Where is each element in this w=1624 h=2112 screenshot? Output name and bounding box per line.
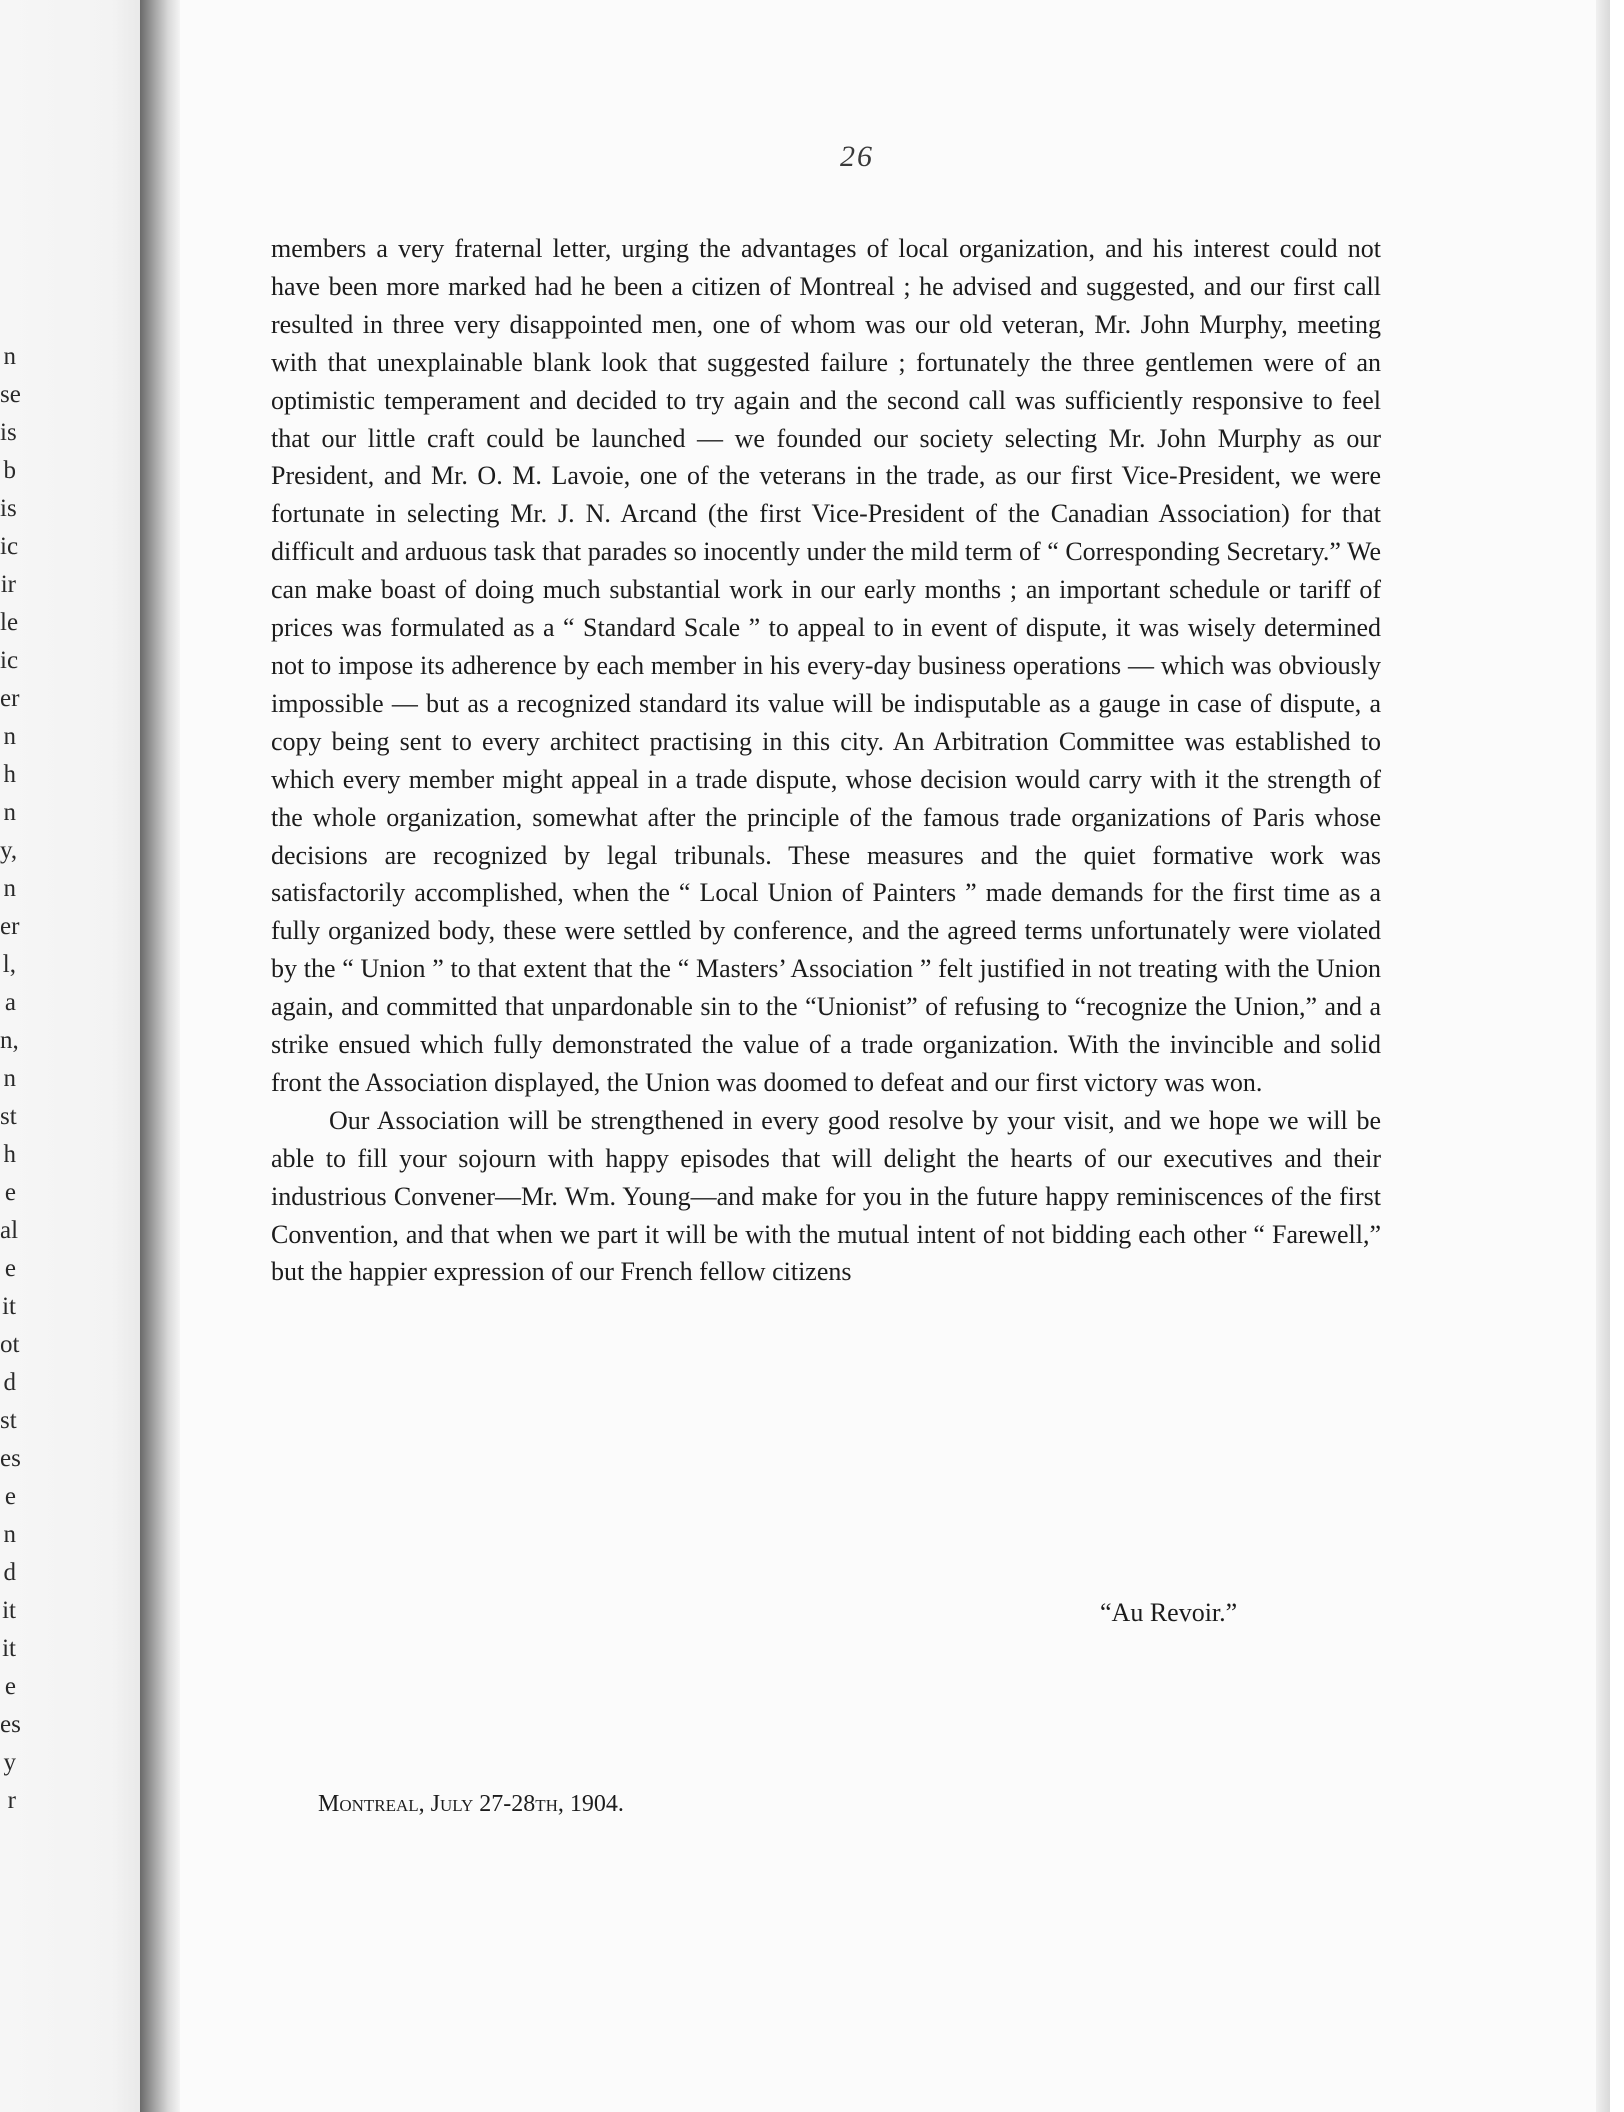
left-page-fragment: n (3, 799, 16, 826)
left-page-fragment: b (3, 457, 16, 484)
left-page-fragment: es (0, 1711, 21, 1738)
left-page-fragment: d (3, 1559, 16, 1586)
left-page-fragment: h (3, 1141, 16, 1168)
closing-line: “Au Revoir.” (1100, 1598, 1238, 1627)
left-page-fragment: a (4, 989, 16, 1016)
left-page-fragment: n, (0, 1027, 19, 1054)
document-page (180, 0, 1610, 2112)
left-page-fragment: n (3, 343, 16, 370)
left-page-fragment: er (0, 685, 20, 712)
paragraph-2: Our Association will be strengthened in every good resolve by your visit, and we hope we will be able to fill your sojourn with happy episodes that will delight the hearts of our executives and their industrious Convener—Mr. Wm. Young—and make for you in the future happy reminiscences of the first Convention, and that when we part it will be with the mutual intent of not bidding each other “ Farewell,” but the happier expression of our French fellow citizens (271, 1105, 1381, 1287)
left-page-fragment: n (3, 1065, 16, 1092)
left-page-fragment: ir (0, 571, 16, 598)
left-page-fragment: e (4, 1673, 16, 1700)
left-facing-page (0, 0, 140, 2112)
left-page-fragment: e (4, 1179, 16, 1206)
left-page-fragment: d (3, 1369, 16, 1396)
body-text (271, 230, 1381, 1291)
left-page-fragment: r (7, 1787, 16, 1814)
left-page-fragment: is (0, 495, 17, 522)
left-page-fragment: ic (0, 647, 19, 674)
left-page-fragment: er (0, 913, 20, 940)
left-page-fragment: st (0, 1103, 17, 1130)
left-page-fragment: it (2, 1293, 16, 1320)
left-page-text-fragments (0, 338, 20, 1820)
left-page-fragment: it (2, 1635, 16, 1662)
left-page-fragment: it (2, 1597, 16, 1624)
left-page-fragment: y, (0, 837, 18, 864)
left-page-fragment: es (0, 1445, 21, 1472)
paragraph-1: members a very fraternal letter, urging the advantages of local organization, and his interest could not have been more marked had he been a citizen of Montreal ; he advised and suggested, and our first call resulted in three very disappointed men, one of whom was our old veteran, Mr. John Murphy, meeting with that unexplainable blank look that suggested failure ; fortunately the three gentlemen were of an optimistic temperament and decided to try again and the second call was sufficiently responsive to feel that our little craft could be launched — we founded our society selecting Mr. John Murphy as our President, and Mr. O. M. Lavoie, one of the veterans in the trade, as our first Vice-President, we were fortunate in selecting Mr. J. N. Arcand (the first Vice-President of the Canadian Association) for that difficult and arduous task that parades so inocently under the mild term of “ Corresponding Secretary.” We can make boast of doing much substantial work in our early months ; an important schedule or tariff of prices was formulated as a “ Standard Scale ” to appeal to in event of dispute, it was wisely determined not to impose its adherence by each member in his every-day business operations — which was obviously impossible — but as a recognized standard its value will be indisputable as a gauge in case of dispute, a copy being sent to every architect practising in this city. An Arbitration Committee was established to which every member might appeal in a trade dispute, whose decision would carry with it the strength of the whole organization, somewhat after the principle of the famous trade organizations of Paris whose decisions are recognized by legal tribunals. These measures and the quiet formative work was satisfactorily accomplished, when the “ Local Union of Painters ” made demands for the first time as a fully organized body, these were settled by conference, and the agreed terms unfortunately were violated by the “ Union ” to that extent that the “ Masters’ Association ” felt justified in not treating with the Union again, and committed that unpardonable sin to the “Unionist” of refusing to “recognize the Union,” and a strike ensued which fully demonstrated the value of a trade organization. With the invincible and solid front the Association displayed, the Union was doomed to defeat and our first victory was won. (271, 234, 1381, 1097)
left-page-fragment: n (3, 723, 16, 750)
left-page-fragment: ic (0, 533, 19, 560)
book-gutter-shadow (140, 0, 180, 2112)
left-page-fragment: n (3, 875, 16, 902)
left-page-fragment: y (3, 1749, 16, 1776)
left-page-fragment: l, (2, 951, 16, 978)
left-page-fragment: al (0, 1217, 19, 1244)
left-page-fragment: e (4, 1483, 16, 1510)
page-number: 26 (840, 140, 874, 173)
dateline: Montreal, July 27-28th, 1904. (318, 1791, 624, 1817)
left-page-fragment: is (0, 419, 17, 446)
left-page-fragment: n (3, 1521, 16, 1548)
left-page-fragment: le (0, 609, 19, 636)
page-right-edge (1596, 0, 1610, 2112)
left-page-fragment: st (0, 1407, 17, 1434)
left-page-fragment: ot (0, 1331, 20, 1358)
left-page-fragment: h (3, 761, 16, 788)
left-page-fragment: se (0, 381, 21, 408)
left-page-fragment: e (4, 1255, 16, 1282)
